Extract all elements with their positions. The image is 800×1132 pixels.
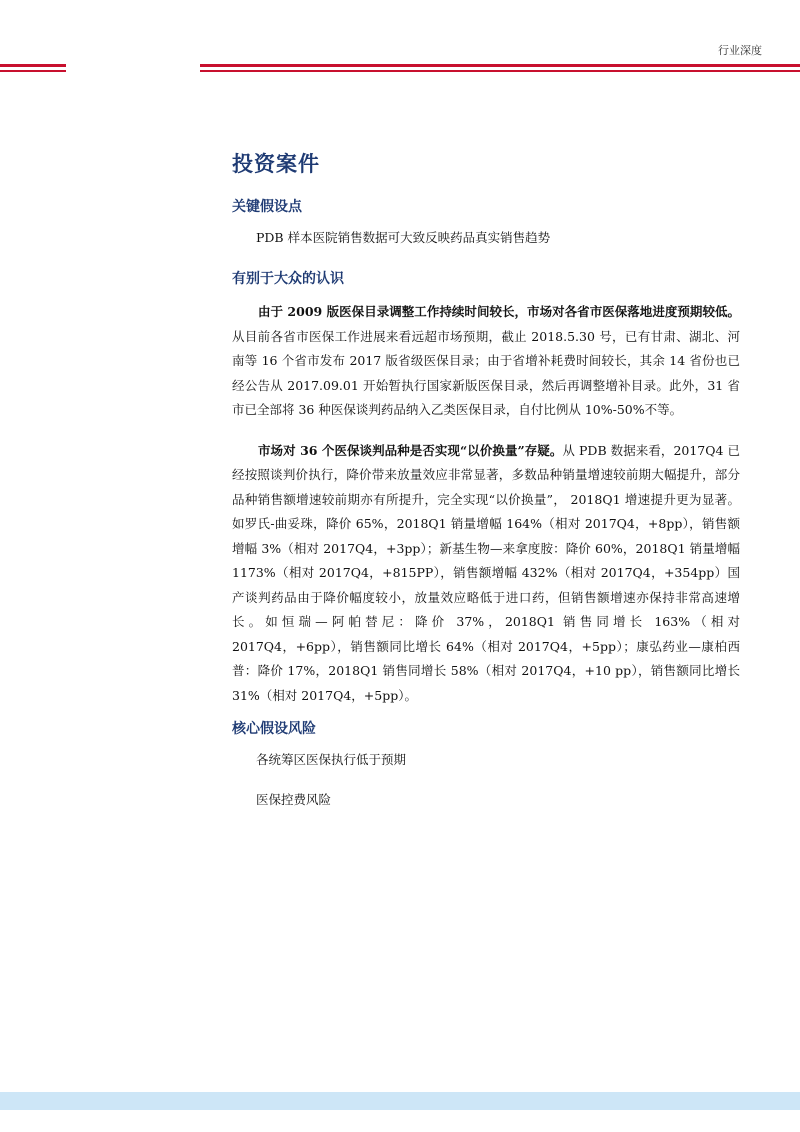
header-rule-left-top <box>0 64 66 67</box>
header-rule-right-bottom <box>200 70 800 72</box>
different-view-heading: 有别于大众的认识 <box>232 271 344 287</box>
paragraph-price-for-volume <box>232 439 740 709</box>
paragraph-medical-insurance-progress <box>232 300 740 423</box>
header-rule-left-bottom <box>0 70 66 72</box>
core-risks-heading: 核心假设风险 <box>232 721 316 737</box>
header-tag: 行业深度 <box>718 44 762 57</box>
core-risk-item: 各统筹区医保执行低于预期 <box>256 752 407 767</box>
key-assumptions-heading: 关键假设点 <box>232 199 302 215</box>
paragraph-body: 从目前各省市医保工作进展来看远超市场预期，截止 2018.5.30 号，已有甘肃、湖北、河南等 16 个省市发布 2017 版省级医保目录；由于省增补耗费时间较长，其余 14 省份也已经公告从 2017.09.01 开始暂执行国家新版医保目录，然后再调整增补目录。此外，31 省市已全部将 36 种医保谈判药品纳入乙类医保目录，自付比例从 10%-50%不等。 <box>232 328 740 417</box>
page-title: 投资案件 <box>232 152 320 176</box>
header-rule-right-top <box>200 64 800 67</box>
paragraph-lead: 市场对 36 个医保谈判品种是否实现“以价换量”存疑。 <box>258 442 563 458</box>
core-risk-item: 医保控费风险 <box>256 792 332 807</box>
document-body <box>232 148 740 820</box>
key-assumption-item: PDB 样本医院销售数据可大致反映药品真实销售趋势 <box>256 230 551 245</box>
paragraph-body: 从 PDB 数据来看，2017Q4 已经按照谈判价执行，降价带来放量效应非常显著，多数品种销量增速较前期大幅提升，部分品种销售额增速较前期亦有所提升，完全实现“以价换量”， 2018Q1 增速提升更为显著。如罗氏-曲妥珠，降价 65%，2018Q1 销量增幅 164%（相对 2017Q4，+8pp），销售额增幅 3%（相对 2017Q4，+3pp）；新基生物—来拿度胺：降价 60%，2018Q1 销量增幅 1173%（相对 2017Q4，+815PP），销售额增幅 432%（相对 2017Q4，+354pp）国产谈判药品由于降价幅度较小，放量效应略低于进口药，但销售额增速亦保持非常高速增长。如恒瑞—阿帕替尼：降价 37%，2018Q1 销售同增长 163%（相对 2017Q4，+6pp），销售额同比增长 64%（相对 2017Q4，+5pp）；康弘药业—康柏西普：降价 17%，2018Q1 销售同增长 58%（相对 2017Q4，+10 pp），销售额同比增长 31%（相对 2017Q4，+5pp）。 <box>232 442 740 703</box>
footer-band <box>0 1092 800 1110</box>
paragraph-lead: 由于 2009 版医保目录调整工作持续时间较长，市场对各省市医保落地进度预期较低。 <box>258 304 740 319</box>
